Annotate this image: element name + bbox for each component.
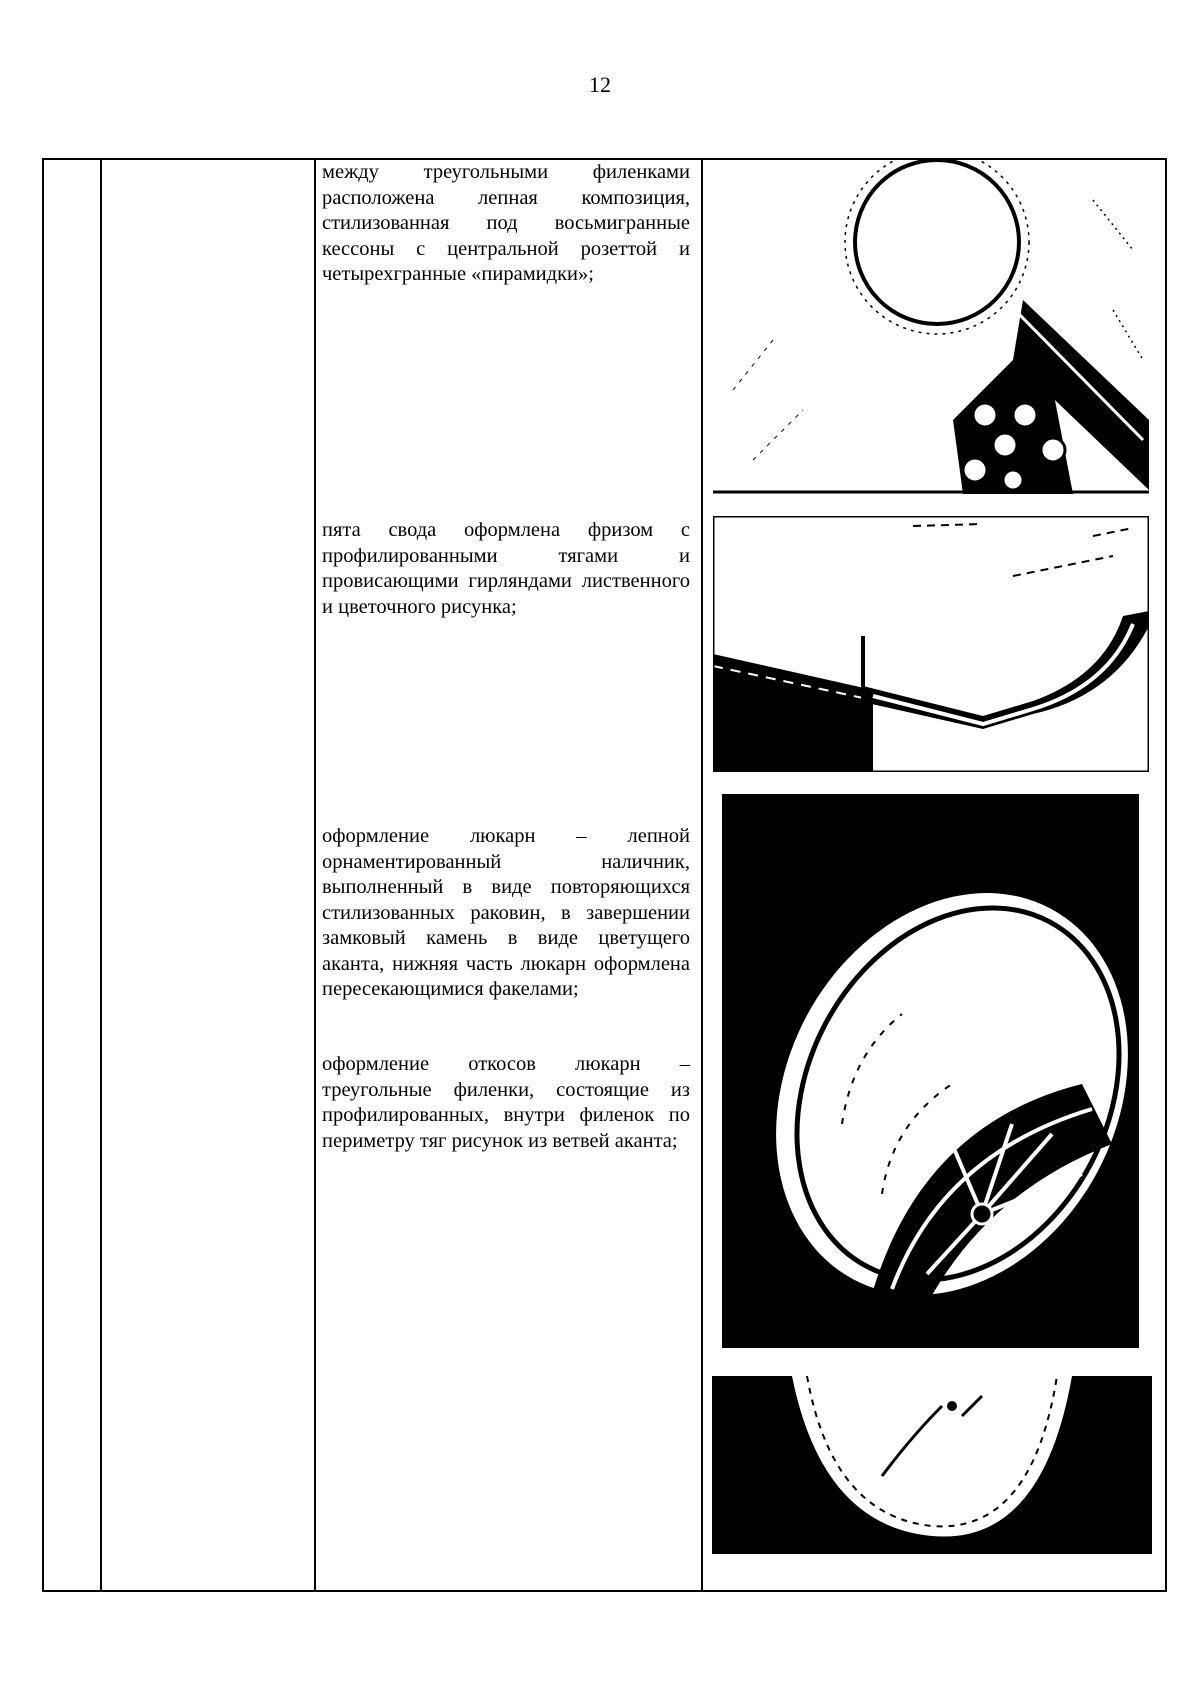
photo-dormer-reveal (712, 1376, 1152, 1554)
column-divider (100, 160, 102, 1590)
photo-ceiling-coffers (713, 160, 1149, 494)
page-number: 12 (589, 72, 611, 97)
description-vault-coffers: между треугольными филенками расположена лепная композиция, стилизованная под восьмигранные кессоны с центральной розеттой и четырехгранные «пирамидки»; (322, 161, 690, 285)
column-divider (314, 160, 316, 1590)
description-dormer-surround: оформление люкарн – лепной орнаментированный наличник, выполненный в виде повторяющихся стилизованных раковин, в завершении замковый камень в виде цветущего аканта, нижняя часть люкарн оформлена пересекающимися факелами; (322, 825, 690, 1000)
column-divider (701, 160, 703, 1590)
description-vault-frieze: пята свода оформлена фризом с профилированными тягами и провисающими гирляндами лиственного и цветочного рисунка; (322, 519, 690, 618)
description-dormer-reveals: оформление откосов люкарн – треугольные филенки, состоящие из профилированных, внутри филенок по периметру тяг рисунок из ветвей аканта; (322, 1053, 690, 1152)
photo-vault-frieze (713, 516, 1149, 772)
photo-dormer-window (722, 794, 1139, 1348)
